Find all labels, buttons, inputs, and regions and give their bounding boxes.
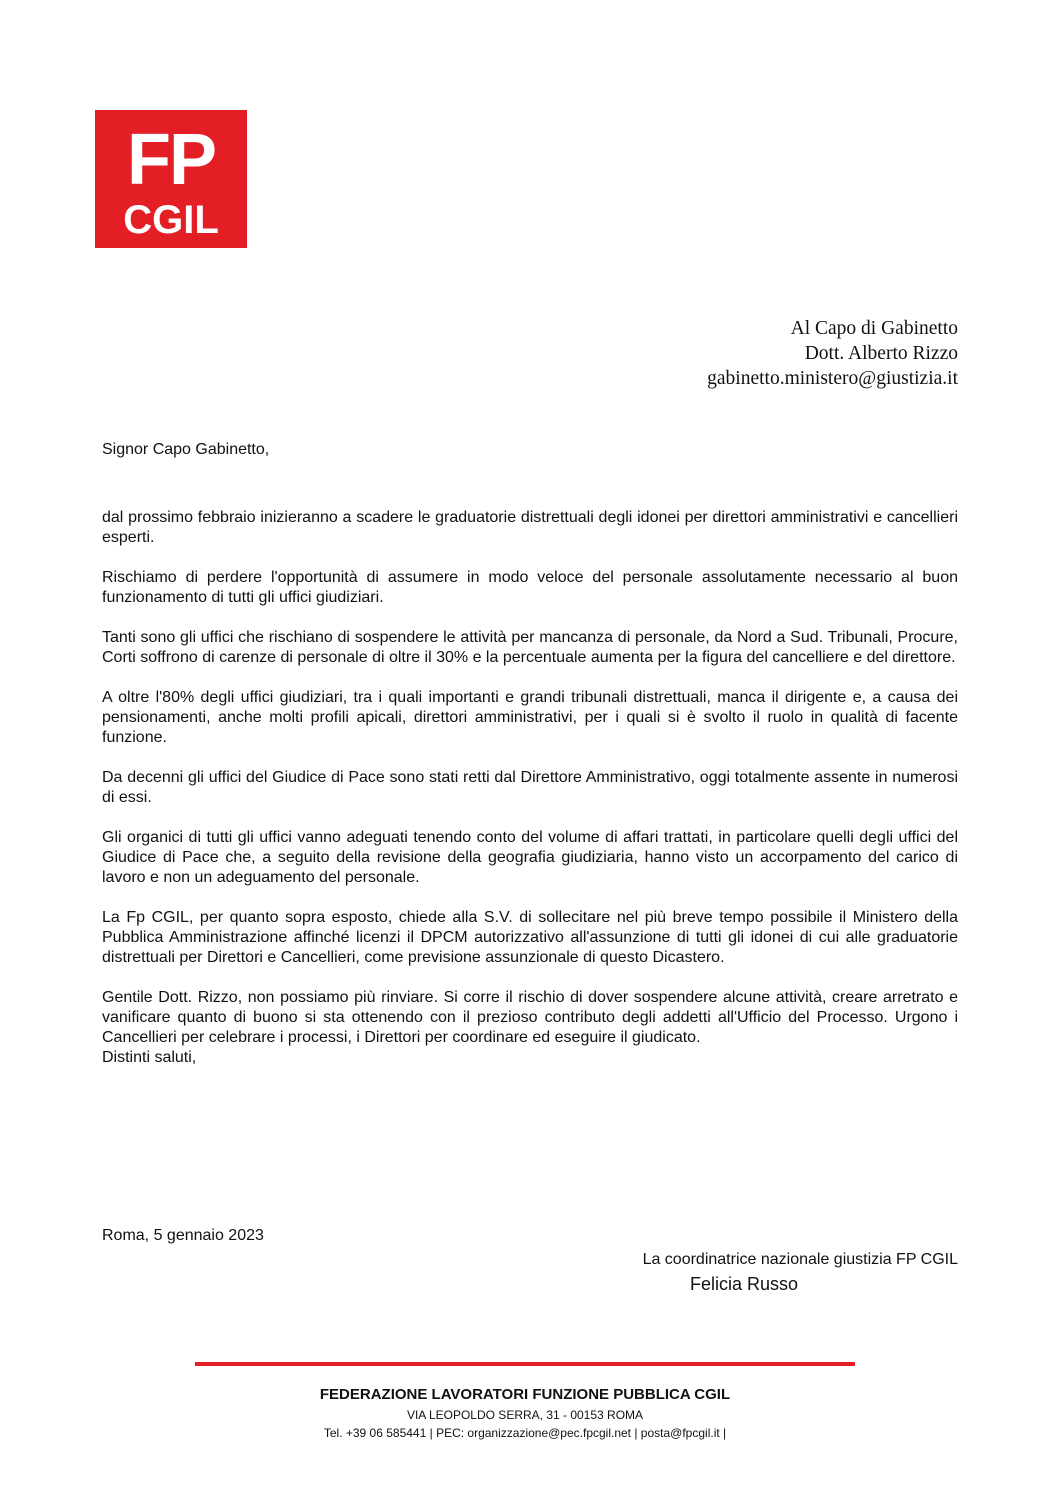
recipient-title: Al Capo di Gabinetto bbox=[790, 318, 958, 339]
paragraph: Da decenni gli uffici del Giudice di Pace sono stati retti dal Direttore Amministrativo, oggi totalmente assente in numerosi di essi. bbox=[102, 769, 958, 806]
paragraph: La Fp CGIL, per quanto sopra esposto, chiede alla S.V. di sollecitare nel più breve tempo possibile il Ministero della Pubblica Amministrazione affinché licenzi il DPCM autorizzativo all'assunzione di tutti gli idonei di cui alle graduatorie distrettuali per Direttori e Cancellieri, come previsione assunzionale di questo Dicastero. bbox=[102, 909, 958, 966]
signer-role: La coordinatrice nazionale giustizia FP CGIL bbox=[642, 1251, 958, 1268]
signer-name: Felicia Russo bbox=[690, 1274, 799, 1294]
recipient-block bbox=[707, 316, 958, 391]
paragraph: dal prossimo febbraio inizieranno a scadere le graduatorie distrettuali degli idonei per direttori amministrativi e cancellieri esperti. bbox=[102, 509, 958, 546]
footer-contacts: Tel. +39 06 585441 | PEC: organizzazione@pec.fpcgil.net | posta@fpcgil.it | bbox=[323, 1426, 727, 1440]
recipient-name: Dott. Alberto Rizzo bbox=[804, 343, 958, 364]
paragraph: Rischiamo di perdere l'opportunità di assumere in modo veloce del personale assolutamente necessario al buon funzionamento di tutti gli uffici giudiziari. bbox=[102, 569, 958, 606]
footer-org: FEDERAZIONE LAVORATORI FUNZIONE PUBBLICA CGIL bbox=[319, 1386, 731, 1403]
letter-body bbox=[102, 508, 958, 1068]
recipient-email: gabinetto.ministero@giustizia.it bbox=[707, 368, 958, 389]
fp-cgil-logo bbox=[95, 110, 247, 248]
closing: Distinti saluti, bbox=[102, 1049, 197, 1066]
logo-fp-text: FP bbox=[126, 120, 215, 200]
paragraph: Tanti sono gli uffici che rischiano di sospendere le attività per mancanza di personale, da Nord a Sud. Tribunali, Procure, Corti soffrono di carenze di personale di oltre il 30% e la percentuale aumenta per la figura del cancelliere e del direttore. bbox=[102, 629, 958, 666]
letter-date: Roma, 5 gennaio 2023 bbox=[102, 1227, 264, 1244]
paragraph: Gli organici di tutti gli uffici vanno adeguati tenendo conto del volume di affari trattati, in particolare quelli degli uffici del Giudice di Pace che, a seguito della revisione della geografia giudiziaria, hanno visto un accorpamento del carico di lavoro e non un adeguamento del personale. bbox=[102, 829, 958, 886]
footer-address: VIA LEOPOLDO SERRA, 31 - 00153 ROMA bbox=[406, 1408, 644, 1422]
paragraph: Gentile Dott. Rizzo, non possiamo più rinviare. Si corre il rischio di dover sospendere alcune attività, creare arretrato e vanificare quanto di buono si sta ottenendo con il prezioso contributo degli addetti all'Ufficio del Processo. Urgono i Cancellieri per celebrare i processi, i Direttori per coordinare ed eseguire il giudicato. bbox=[102, 989, 958, 1046]
footer-divider bbox=[195, 1362, 855, 1366]
logo-cgil-text: CGIL bbox=[123, 198, 219, 242]
paragraph: A oltre l'80% degli uffici giudiziari, tra i quali importanti e grandi tribunali distrettuali, manca il dirigente e, a causa dei pensionamenti, anche molti profili apicali, direttori amministrativi, per i quali si è svolto il ruolo in qualità di facente funzione. bbox=[102, 689, 958, 746]
salutation: Signor Capo Gabinetto, bbox=[102, 441, 270, 458]
footer bbox=[195, 1384, 855, 1442]
